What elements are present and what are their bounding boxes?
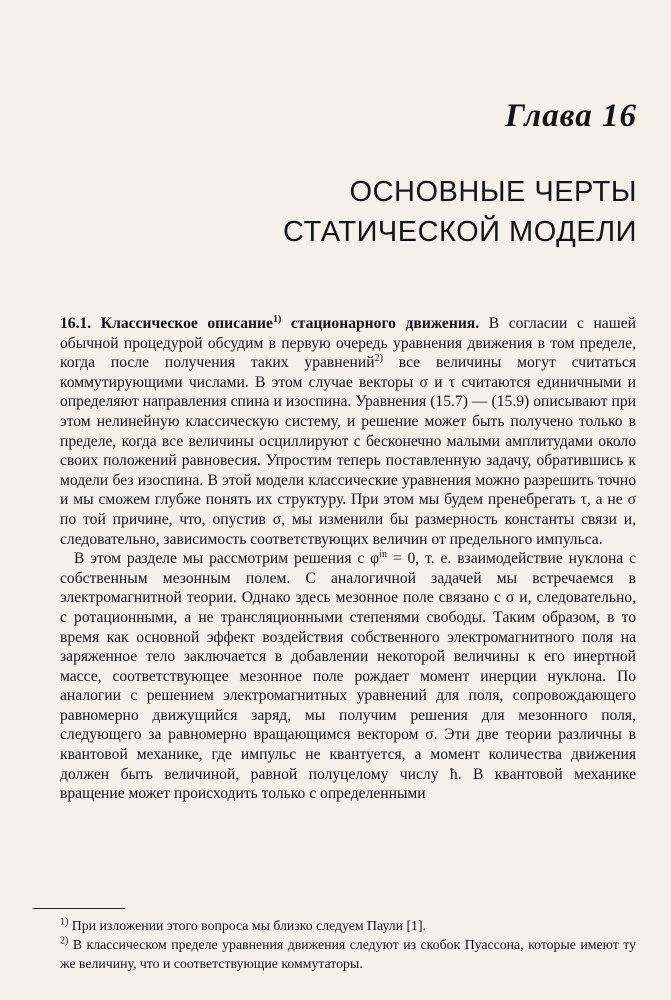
footnote-1 <box>60 916 636 935</box>
chapter-title-line-1: ОСНОВНЫЕ ЧЕРТЫ <box>349 176 637 208</box>
footnotes <box>60 916 636 973</box>
paragraph-2-text-a: В этом разделе мы рассмотрим решения с φ <box>74 550 380 568</box>
footnote-ref-1: 1) <box>272 313 282 325</box>
footnote-1-mark: 1) <box>60 916 69 928</box>
paragraph-1-text-a: В согласии с нашей обычной процедурой обсудим в первую очередь уравнения движения в том пределе, когда после получения таких уравнений <box>60 315 636 372</box>
paragraph-1-text-b: все величины могут считаться коммутирующими числами. В этом случае векторы σ и τ считаются единичными и определяют направления спина и изоспина. Уравнения (15.7) — (15.9) описывают при этом нелинейную классическую систему, и решение может быть получено только в пределе, когда все величины осциллируют с бесконечно малыми амплитудами около своих положений равновесия. Упростим теперь поставленную задачу, обратившись к модели без изоспина. В этой модели классические уравнения можно разрешить точно и мы сможем глубже понять их структуру. При этом мы будем пренебрегать τ, а не σ по той причине, что, опустив σ, мы изменили бы размерность константы связи и, следовательно, зависимость соответствующих величин от предельного импульса. <box>60 354 636 548</box>
chapter-title-line-2: СТАТИЧЕСКОЙ МОДЕЛИ <box>283 216 637 248</box>
footnote-2-text: В классическом пределе уравнения движения следуют из скобок Пуассона, которые имеют ту же величину, что и соответствующие коммутаторы. <box>60 937 636 971</box>
paragraph-2-text-b: = 0, т. е. взаимодействие нуклона с собственным мезонным полем. С аналогичной задачей мы встречаемся в электромагнитной теории. Однако здесь мезонное поле связано с σ и, следовательно, с ротационными, а не трансляционными степенями свободы. Таким образом, в то время как основной эффект воздействия собственного электромагнитного поля на заряженное тело заключается в добавлении некоторой величины к его инертной массе, соответствующее мезонное поле рождает момент инерции нуклона. По аналогии с решением электромагнитных уравнений для поля, сопровождающего равномерно движущийся заряд, мы получим решения для мезонного поля, следующего за равномерно вращающимся вектором σ. Эти две теории различны в квантовой механике, где импульс не квантуется, а момент количества движения должен быть величиной, равной полуцелому числу ħ. В квантовой механике вращение может происходить только с определенными <box>60 550 637 803</box>
chapter-title <box>283 172 637 252</box>
section-number: 16.1. <box>60 315 92 332</box>
section-heading <box>60 315 479 332</box>
phi-superscript: in <box>379 548 387 560</box>
footnote-2-mark: 2) <box>60 935 69 947</box>
footnote-1-text: При изложении этого вопроса мы близко следуем Паули [1]. <box>71 918 426 933</box>
section-heading-part-2: стационарного движения. <box>290 315 480 332</box>
footnote-divider <box>33 908 125 909</box>
paragraph-1 <box>60 314 636 549</box>
chapter-label: Глава 16 <box>505 98 637 134</box>
section-heading-part-1: Классическое описание <box>100 315 273 332</box>
paragraph-2 <box>60 549 636 804</box>
footnote-ref-2: 2) <box>374 353 383 364</box>
footnote-2 <box>60 935 636 973</box>
main-text <box>60 314 636 804</box>
